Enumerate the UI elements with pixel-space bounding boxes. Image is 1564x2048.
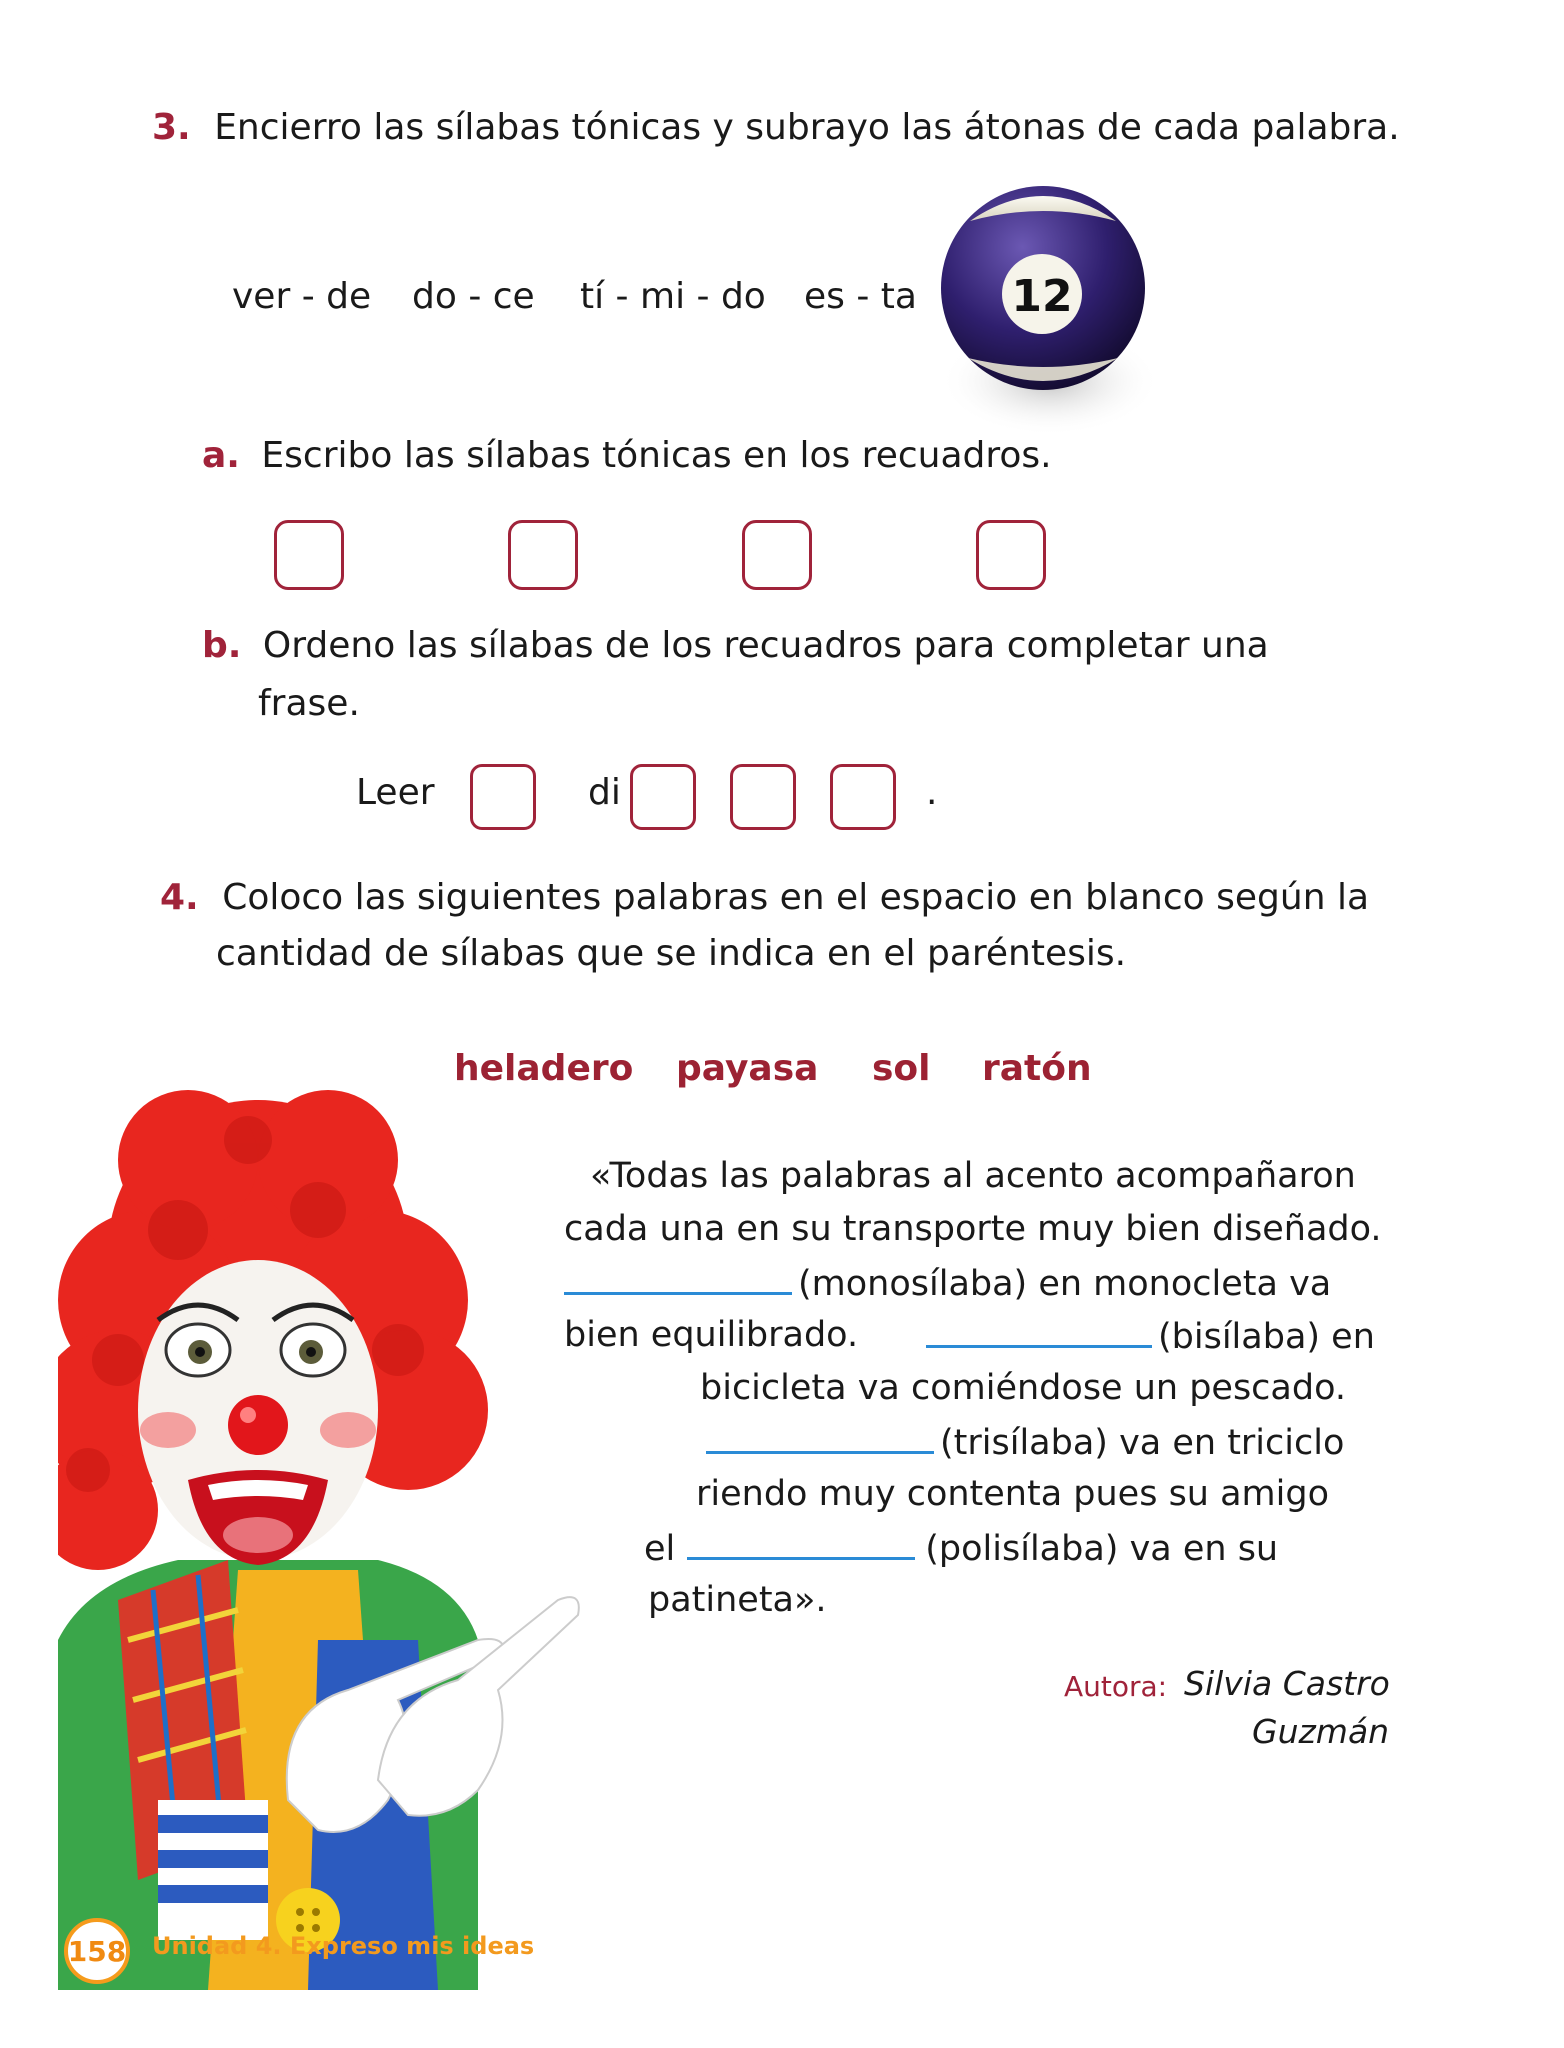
- syllable-word: es - ta: [804, 276, 917, 317]
- poem-line: riendo muy contenta pues su amigo: [696, 1474, 1330, 1514]
- poem-line: [706, 1415, 1344, 1470]
- billiard-ball-illustration: [930, 176, 1160, 436]
- subquestion-text: Ordeno las sílabas de los recuadros para completar una: [262, 625, 1269, 666]
- unit-title: Unidad 4. Expreso mis ideas: [152, 1932, 535, 1960]
- author-name: Guzmán: [1252, 1712, 1390, 1751]
- question-text-continued: cantidad de sílabas que se indica en el paréntesis.: [216, 933, 1127, 974]
- subquestion-text-continued: frase.: [258, 683, 360, 724]
- blank-line[interactable]: [687, 1521, 915, 1560]
- poem-text: (trisílaba) va en triciclo: [940, 1423, 1345, 1463]
- poem-text: (monosílaba) en monocleta va: [798, 1264, 1332, 1304]
- syllable-word: do - ce: [412, 276, 535, 317]
- poem-line: [926, 1309, 1375, 1364]
- question-text: Coloco las siguientes palabras en el espacio en blanco según la: [222, 877, 1370, 918]
- phrase-mid: di: [588, 772, 621, 813]
- answer-box[interactable]: [742, 520, 812, 590]
- poem-line: cada una en su transporte muy bien diseñado.: [564, 1209, 1382, 1249]
- keyword: heladero: [454, 1048, 634, 1089]
- keyword: ratón: [982, 1048, 1092, 1089]
- keyword: sol: [872, 1048, 931, 1089]
- question-3: [152, 100, 1400, 156]
- page-number: 158: [64, 1918, 130, 1984]
- answer-box[interactable]: [976, 520, 1046, 590]
- phrase-box[interactable]: [830, 764, 896, 830]
- poem-text: (bisílaba) en: [1158, 1317, 1375, 1357]
- subquestion-text: Escribo las sílabas tónicas en los recuadros.: [261, 435, 1052, 476]
- syllable-word: ver - de: [232, 276, 372, 317]
- poem-line: patineta».: [648, 1580, 827, 1620]
- question-text: Encierro las sílabas tónicas y subrayo las átonas de cada palabra.: [214, 107, 1400, 148]
- poem-text: el: [644, 1529, 676, 1569]
- poem-text: (polisílaba) va en su: [925, 1529, 1279, 1569]
- poem-line: «Todas las palabras al acento acompañaron: [590, 1156, 1356, 1196]
- phrase-start: Leer: [356, 772, 435, 813]
- subquestion-b: [202, 618, 1269, 674]
- phrase-box[interactable]: [630, 764, 696, 830]
- author-label: Autora:: [1064, 1670, 1168, 1703]
- phrase-box[interactable]: [470, 764, 536, 830]
- poem-line: [644, 1521, 1278, 1576]
- answer-box[interactable]: [274, 520, 344, 590]
- keyword: payasa: [676, 1048, 819, 1089]
- blank-line[interactable]: [564, 1256, 792, 1295]
- author-name: Silvia Castro: [1184, 1664, 1390, 1703]
- phrase-end: .: [926, 772, 938, 813]
- question-number: 3.: [152, 107, 191, 148]
- poem-line: [564, 1309, 858, 1362]
- subquestion-label: a.: [202, 435, 240, 476]
- question-4: [160, 870, 1369, 926]
- blank-line[interactable]: [926, 1309, 1152, 1348]
- answer-box[interactable]: [508, 520, 578, 590]
- poem-line: bicicleta va comiéndose un pescado.: [700, 1368, 1347, 1408]
- syllable-word: tí - mi - do: [580, 276, 766, 317]
- question-number: 4.: [160, 877, 199, 918]
- subquestion-label: b.: [202, 625, 242, 666]
- blank-line[interactable]: [706, 1415, 934, 1454]
- subquestion-a: [202, 428, 1052, 484]
- clown-illustration: [58, 1080, 618, 1990]
- poem-text: bien equilibrado.: [564, 1315, 859, 1355]
- ball-number: 12: [1011, 271, 1073, 322]
- poem-line: [564, 1256, 1331, 1311]
- phrase-box[interactable]: [730, 764, 796, 830]
